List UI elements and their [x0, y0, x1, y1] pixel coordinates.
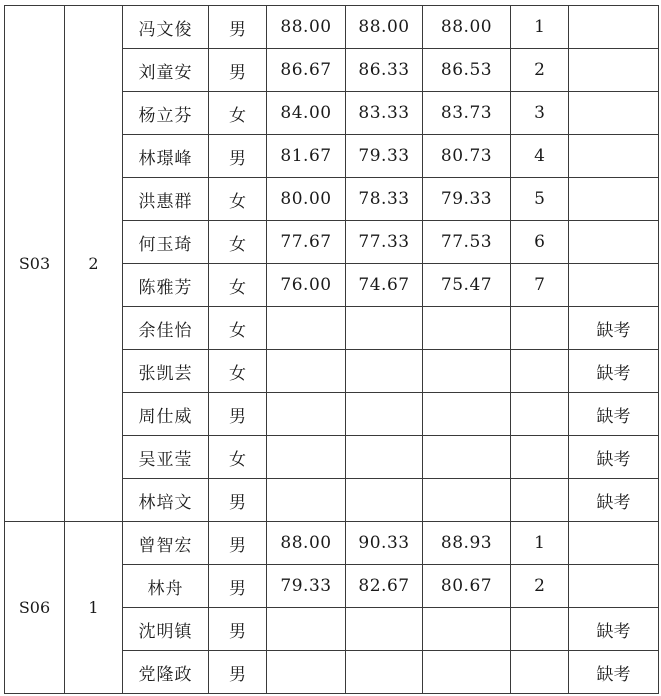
rank-cell: [511, 651, 569, 694]
rank-cell: 1: [511, 6, 569, 49]
name-cell: 何玉琦: [123, 221, 209, 264]
note-cell: [569, 264, 659, 307]
score1-cell: [267, 479, 346, 522]
name-cell: 党隆政: [123, 651, 209, 694]
score2-cell: 83.33: [346, 92, 423, 135]
gender-cell: 女: [209, 92, 267, 135]
note-cell: 缺考: [569, 393, 659, 436]
total-cell: 86.53: [423, 49, 511, 92]
note-cell: 缺考: [569, 307, 659, 350]
total-cell: [423, 608, 511, 651]
score-table: [4, 5, 659, 694]
score2-cell: 77.33: [346, 221, 423, 264]
gender-cell: 男: [209, 393, 267, 436]
total-cell: [423, 350, 511, 393]
score2-cell: 82.67: [346, 565, 423, 608]
group-count-cell: 2: [65, 6, 123, 522]
score2-cell: 88.00: [346, 6, 423, 49]
total-cell: [423, 393, 511, 436]
rank-cell: 2: [511, 49, 569, 92]
rank-cell: 3: [511, 92, 569, 135]
name-cell: 余佳怡: [123, 307, 209, 350]
total-cell: 79.33: [423, 178, 511, 221]
score1-cell: 86.67: [267, 49, 346, 92]
score1-cell: 88.00: [267, 6, 346, 49]
name-cell: 周仕威: [123, 393, 209, 436]
gender-cell: 男: [209, 608, 267, 651]
score1-cell: 79.33: [267, 565, 346, 608]
score1-cell: [267, 651, 346, 694]
score2-cell: 86.33: [346, 49, 423, 92]
name-cell: 刘童安: [123, 49, 209, 92]
note-cell: 缺考: [569, 651, 659, 694]
score2-cell: 74.67: [346, 264, 423, 307]
name-cell: 杨立芬: [123, 92, 209, 135]
name-cell: 张凯芸: [123, 350, 209, 393]
table-body: [5, 6, 659, 694]
score2-cell: 90.33: [346, 522, 423, 565]
score1-cell: [267, 608, 346, 651]
score2-cell: [346, 479, 423, 522]
note-cell: [569, 178, 659, 221]
total-cell: 88.00: [423, 6, 511, 49]
gender-cell: 女: [209, 350, 267, 393]
score2-cell: [346, 608, 423, 651]
note-cell: [569, 522, 659, 565]
rank-cell: 7: [511, 264, 569, 307]
gender-cell: 女: [209, 178, 267, 221]
total-cell: [423, 651, 511, 694]
score2-cell: [346, 651, 423, 694]
name-cell: 吴亚莹: [123, 436, 209, 479]
gender-cell: 男: [209, 49, 267, 92]
score1-cell: 76.00: [267, 264, 346, 307]
rank-cell: [511, 479, 569, 522]
note-cell: [569, 135, 659, 178]
gender-cell: 男: [209, 135, 267, 178]
gender-cell: 男: [209, 6, 267, 49]
gender-cell: 女: [209, 221, 267, 264]
score1-cell: 80.00: [267, 178, 346, 221]
note-cell: [569, 49, 659, 92]
name-cell: 曾智宏: [123, 522, 209, 565]
name-cell: 林舟: [123, 565, 209, 608]
name-cell: 洪惠群: [123, 178, 209, 221]
name-cell: 冯文俊: [123, 6, 209, 49]
name-cell: 陈雅芳: [123, 264, 209, 307]
score1-cell: 88.00: [267, 522, 346, 565]
score1-cell: [267, 393, 346, 436]
note-cell: [569, 565, 659, 608]
score2-cell: [346, 393, 423, 436]
rank-cell: [511, 350, 569, 393]
name-cell: 林璟峰: [123, 135, 209, 178]
gender-cell: 男: [209, 565, 267, 608]
rank-cell: 5: [511, 178, 569, 221]
score2-cell: 78.33: [346, 178, 423, 221]
total-cell: [423, 307, 511, 350]
gender-cell: 女: [209, 307, 267, 350]
group-code-cell: S06: [5, 522, 65, 694]
score1-cell: [267, 350, 346, 393]
score1-cell: 81.67: [267, 135, 346, 178]
rank-cell: 6: [511, 221, 569, 264]
total-cell: 88.93: [423, 522, 511, 565]
group-count-cell: 1: [65, 522, 123, 694]
rank-cell: 1: [511, 522, 569, 565]
score2-cell: 79.33: [346, 135, 423, 178]
score1-cell: [267, 307, 346, 350]
gender-cell: 女: [209, 264, 267, 307]
rank-cell: 2: [511, 565, 569, 608]
rank-cell: [511, 436, 569, 479]
total-cell: 77.53: [423, 221, 511, 264]
gender-cell: 男: [209, 522, 267, 565]
name-cell: 林培文: [123, 479, 209, 522]
rank-cell: [511, 608, 569, 651]
note-cell: 缺考: [569, 436, 659, 479]
total-cell: 75.47: [423, 264, 511, 307]
total-cell: [423, 436, 511, 479]
gender-cell: 女: [209, 436, 267, 479]
rank-cell: [511, 393, 569, 436]
score1-cell: [267, 436, 346, 479]
note-cell: [569, 6, 659, 49]
gender-cell: 男: [209, 651, 267, 694]
group-code-cell: S03: [5, 6, 65, 522]
rank-cell: 4: [511, 135, 569, 178]
name-cell: 沈明镇: [123, 608, 209, 651]
note-cell: [569, 92, 659, 135]
total-cell: [423, 479, 511, 522]
score2-cell: [346, 350, 423, 393]
table-row: [5, 522, 659, 565]
total-cell: 83.73: [423, 92, 511, 135]
score1-cell: 77.67: [267, 221, 346, 264]
score1-cell: 84.00: [267, 92, 346, 135]
score2-cell: [346, 307, 423, 350]
gender-cell: 男: [209, 479, 267, 522]
note-cell: [569, 221, 659, 264]
total-cell: 80.73: [423, 135, 511, 178]
note-cell: 缺考: [569, 608, 659, 651]
score2-cell: [346, 436, 423, 479]
total-cell: 80.67: [423, 565, 511, 608]
table-row: [5, 6, 659, 49]
rank-cell: [511, 307, 569, 350]
note-cell: 缺考: [569, 479, 659, 522]
note-cell: 缺考: [569, 350, 659, 393]
